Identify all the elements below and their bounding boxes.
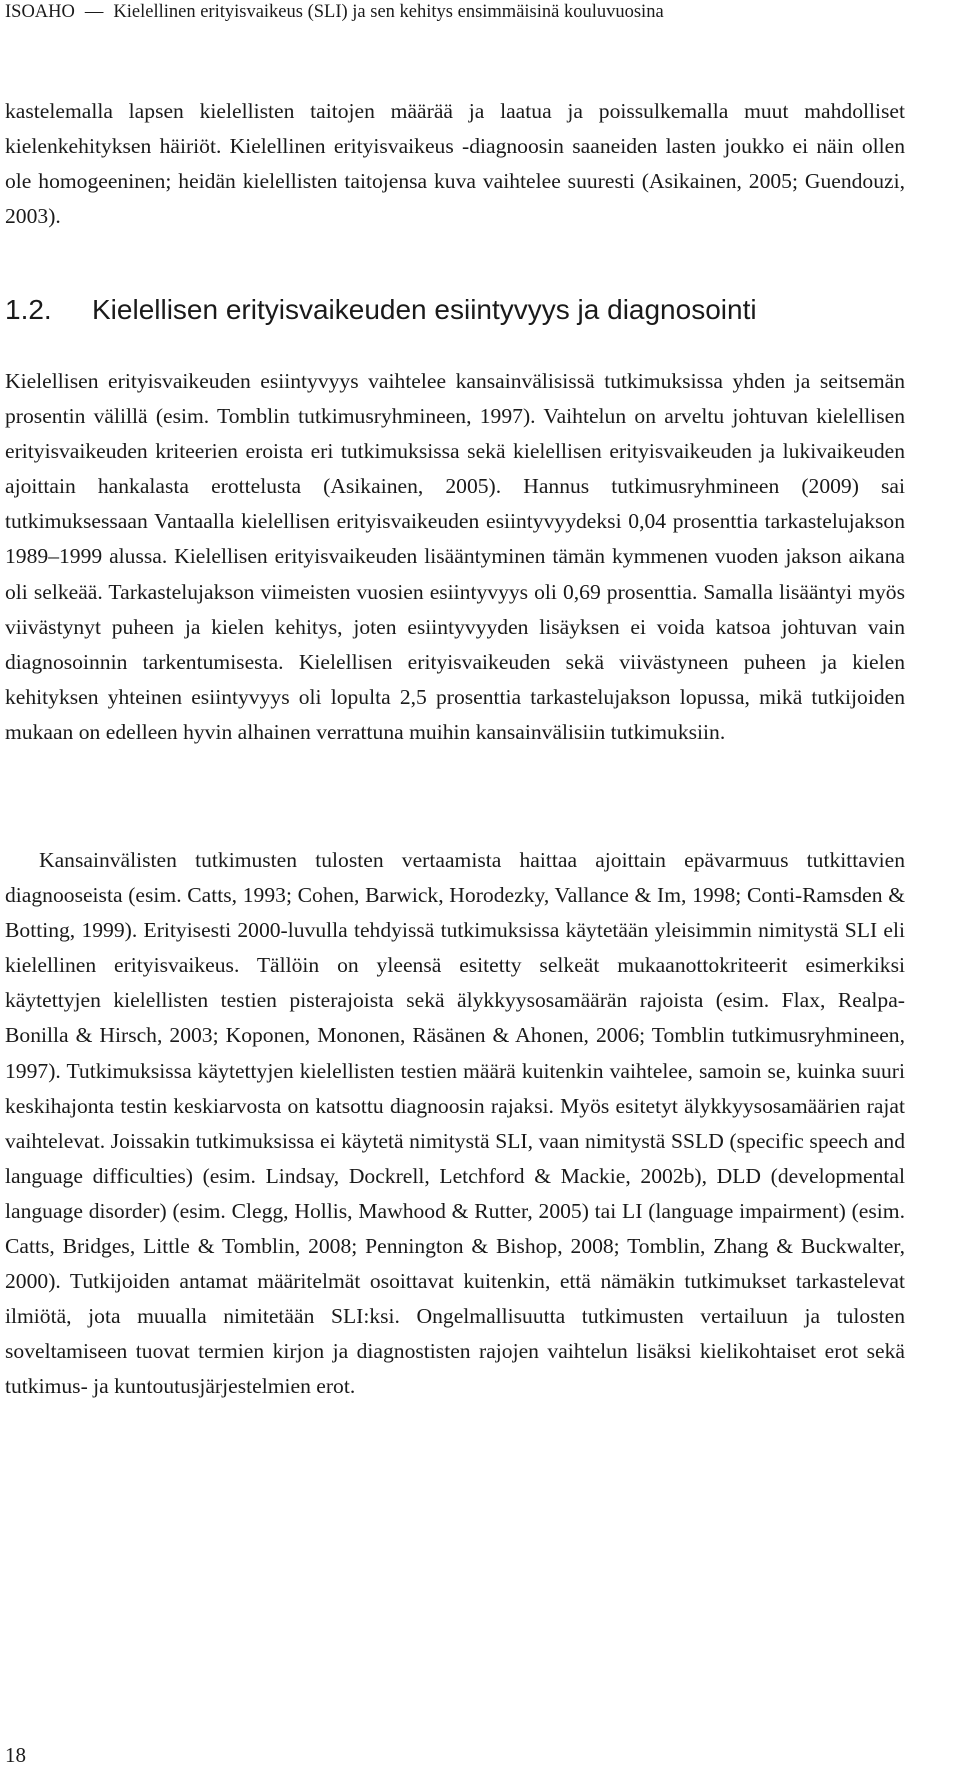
section-title: Kielellisen erityisvaikeuden esiintyvyys ja diagnosointi: [92, 294, 757, 325]
paragraph-continuation: kastelemalla lapsen kielellisten taitojen määrää ja laatua ja poissulkemalla muut mahdolliset kielenkehityksen häiriöt. Kielellinen erityisvaikeus -diagnoosin saaneiden lasten joukko ei näin ollen ole homogeeninen; heidän kielellisten taitojensa kuva vaihtelee suuresti (Asikainen, 2005; Guendouzi, 2003).: [5, 99, 905, 229]
running-head-title: Kielellinen erityisvaikeus (SLI) ja sen kehitys ensimmäisinä kouluvuosina: [113, 2, 664, 22]
running-head: [5, 0, 664, 24]
page-number: 18: [5, 1743, 26, 1767]
paragraph-diagnosis-text: Kansainvälisten tutkimusten tulosten vertaamista haittaa ajoittain epävarmuus tutkittavien diagnooseista (esim. Catts, 1993; Cohen, Barwick, Horodezky, Vallance & Im, 1998; Conti-Ramsden & Botting, 1999). Erityisesti 2000-luvulla tehdyissä tutkimuksissa käytetään yleisimmin nimitystä SLI eli kielellinen erityisvaikeus. Tällöin on yleensä esitetty selkeät mukaanottokriteerit esimerkiksi käytettyjen kielellisten testien pisterajoista sekä älykkyysosamäärän rajoista (esim. Flax, Realpa-Bonilla & Hirsch, 2003; Koponen, Mononen, Räsänen & Ahonen, 2006; Tomblin tutkimusryhmineen, 1997). Tutkimuksissa käytettyjen kielellisten testien määrä kuitenkin vaihtelee, samoin se, kuinka suuri keskihajonta testin keskiarvosta on katsottu diagnoosin rajaksi. Myös esitetyt älykkyysosamäärien rajat vaihtelevat. Joissakin tutkimuksissa ei käytetä nimitystä SLI, vaan nimitystä SSLD (specific speech and language difficulties) (esim. Lindsay, Dockrell, Letchford & Mackie, 2002b), DLD (developmental language disorder) (esim. Clegg, Hollis, Mawhood & Rutter, 2005) tai LI (language impairment) (esim. Catts, Bridges, Little & Tomblin, 2008; Pennington & Bishop, 2008; Tomblin, Zhang & Buckwalter, 2000). Tutkijoiden antamat määritelmät osoittavat kuitenkin, että nämäkin tutkimukset tarkastelevat ilmiötä, jota muualla nimitetään SLI:ksi. Ongelmallisuutta tutkimusten vertailuun ja tulosten soveltamiseen tuovat termien kirjon ja diagnostisten rajojen vaihtelun lisäksi kielikohtaiset erot sekä tutkimus- ja kuntoutusjärjestelmien erot.: [5, 848, 905, 1399]
section-heading: [5, 292, 905, 328]
running-head-separator: —: [84, 2, 104, 22]
paragraph-diagnosis: [5, 843, 905, 1405]
paragraph-prevalence: Kielellisen erityisvaikeuden esiintyvyys vaihtelee kansainvälisissä tutkimuksissa yhden ja seitsemän prosentin välillä (esim. Tomblin tutkimusryhmineen, 1997). Vaihtelun on arveltu johtuvan kielellisen erityisvaikeuden kriteerien eroista eri tutkimuksissa sekä kielellisen erityisvaikeuden ja lukivaikeuden ajoittain hankalasta erottelusta (Asikainen, 2005). Hannus tutkimusryhmineen (2009) sai tutkimuksessaan Vantaalla kielellisen erityisvaikeuden esiintyvyydeksi 0,04 prosenttia tarkastelujakson 1989–1999 alussa. Kielellisen erityisvaikeuden lisääntyminen tämän kymmenen vuoden jakson aikana oli selkeää. Tarkastelujakson viimeisten vuosien esiintyvyys oli 0,69 prosenttia. Samalla lisääntyi myös viivästynyt puheen ja kielen kehitys, joten esiintyvyyden lisäyksen ei voida katsoa johtuvan vain diagnosoinnin tarkentumisesta. Kielellisen erityisvaikeuden sekä viivästyneen puheen ja kielen kehityksen yhteinen esiintyvyys oli lopulta 2,5 prosenttia tarkastelujakson lopussa, mikä tutkijoiden mukaan on edelleen hyvin alhainen verrattuna muihin kansainvälisiin tutkimuksiin.: [5, 369, 905, 744]
running-head-author: ISOAHO: [5, 2, 75, 22]
section-number: 1.2.: [5, 294, 52, 325]
